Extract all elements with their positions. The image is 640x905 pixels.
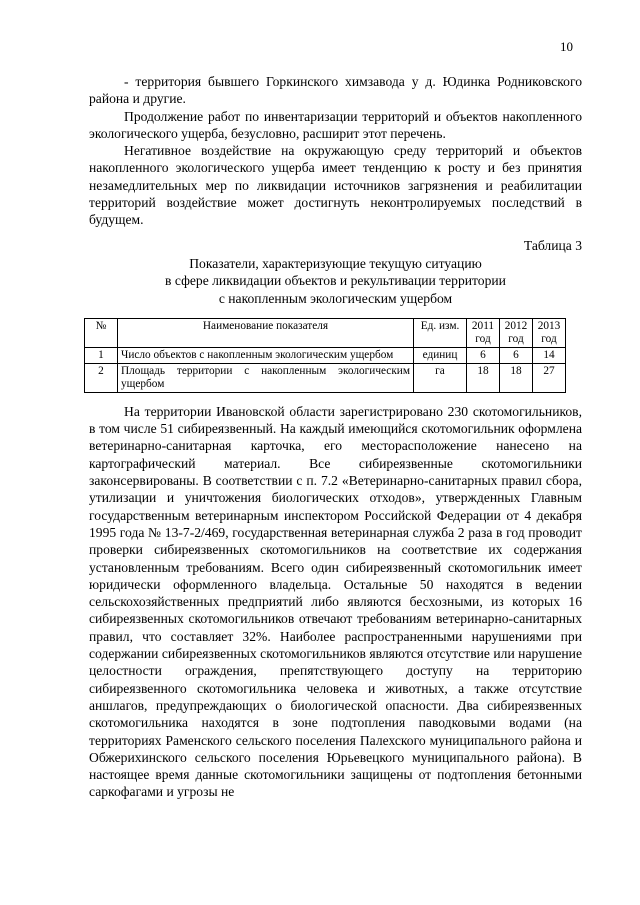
cell-unit: единиц	[414, 347, 467, 363]
cell-2012: 6	[500, 347, 533, 363]
table-title-line: Показатели, характеризующие текущую ситуацию	[189, 255, 482, 271]
header-unit: Ед. изм.	[414, 318, 467, 347]
header-indicator-name: Наименование показателя	[118, 318, 414, 347]
paragraph-negative-impact: Негативное воздействие на окружающую среду территорий и объектов накопленного экологического ущерба имеет тенденцию к росту и без принятия незамедлительных мер по ликвидации источников загрязнения и реабилитации территорий воздействие может достигнуть неконтролируемых последствий в будущем.	[89, 143, 582, 228]
table-row	[85, 363, 566, 392]
header-2012: 2012 год	[500, 318, 533, 347]
paragraph-former-chemical-plant: - территория бывшего Горкинского химзавода у д. Юдинка Родниковского района и другие.	[89, 74, 582, 107]
indicators-table	[84, 318, 566, 393]
paragraph-cattle-burial-grounds: На территории Ивановской области зарегистрировано 230 скотомогильников, в том числе 51 сибиреязвенный. На каждый имеющийся скотомогильник оформлена ветеринарно-санитарная карточка, его месторасположение нанесено на картографический материал. Все сибиреязвенные скотомогильники законсервированы. В соответствии с п. 7.2 «Ветеринарно-санитарных правил сбора, утилизации и уничтожения биологических отходов», утвержденных Главным государственным ветеринарным инспектором Российской Федерации от 4 декабря 1995 года № 13-7-2/469, государственная ветеринарная служба 2 раза в год проводит проверки сибиреязвенных скотомогильников на соответствие их содержания установленным требованиям. Всего один сибиреязвенный скотомогильник имеет юридически оформленного владельца. Остальные 50 находятся в ведении сельскохозяйственных предприятий либо являются бесхозными, из которых 16 сибиреязвенных скотомогильников отвечают требованиям ветеринарно-санитарных правил, что составляет 32%. Наиболее распространенными нарушениями при содержании сибиреязвенных скотомогильников являются отсутствие или нарушение целостности ограждения, препятствующего доступу на территорию сибиреязвенного скотомогильника человека и животных, а также отсутствие аншлагов, предупреждающих о биологической опасности. Два сибиреязвенных скотомогильника находятся в зоне подтопления паводковыми водами (на территориях Раменского сельского поселения Палехского муниципального района и Обжерихинского сельского поселения Юрьевецкого муниципального района). В настоящее время данные скотомогильники защищены от подтопления бетонными саркофагами и угрозы не	[89, 403, 582, 800]
cell-indicator-name: Площадь территории с накопленным экологическим ущербом	[118, 363, 414, 392]
page-number: 10	[560, 39, 573, 54]
table-header-row	[85, 318, 566, 347]
cell-2013: 27	[533, 363, 566, 392]
table-title	[89, 255, 582, 307]
cell-2011: 6	[467, 347, 500, 363]
header-2013: 2013 год	[533, 318, 566, 347]
header-number: №	[85, 318, 118, 347]
table-title-line: в сфере ликвидации объектов и рекультивации территории	[165, 273, 506, 289]
cell-number: 1	[85, 347, 118, 363]
header-2011: 2011 год	[467, 318, 500, 347]
cell-2013: 14	[533, 347, 566, 363]
cell-number: 2	[85, 363, 118, 392]
table-title-line: с накопленным экологическим ущербом	[218, 290, 453, 306]
table-label: Таблица 3	[523, 237, 582, 253]
cell-indicator-name: Число объектов с накопленным экологическим ущербом	[118, 347, 414, 363]
document-body	[89, 73, 582, 801]
cell-unit: га	[414, 363, 467, 392]
cell-2012: 18	[500, 363, 533, 392]
cell-2011: 18	[467, 363, 500, 392]
paragraph-inventory-continuation: Продолжение работ по инвентаризации территорий и объектов накопленного экологического ущерба, безусловно, расширит этот перечень.	[89, 108, 582, 141]
table-row	[85, 347, 566, 363]
